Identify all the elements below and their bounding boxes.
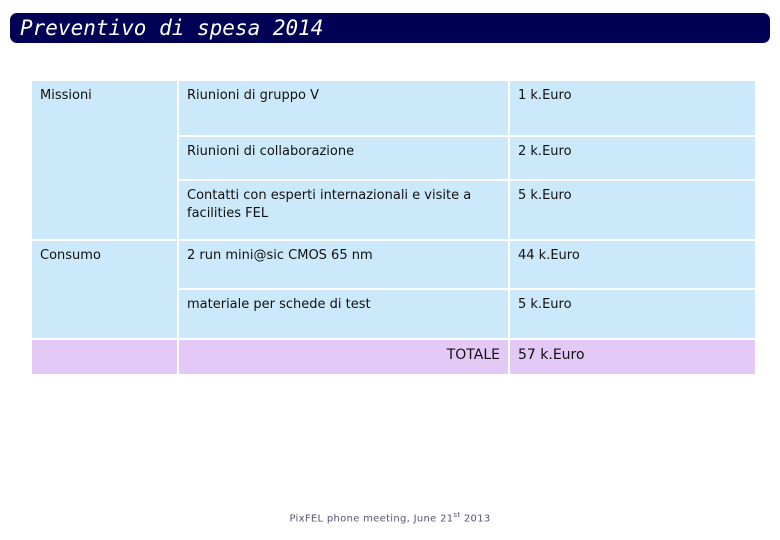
total-amount: 57 k.Euro: [509, 339, 756, 375]
footer-text: PixFEL phone meeting, June 21: [289, 513, 454, 525]
table-row: [31, 80, 756, 136]
amount-cell: 2 k.Euro: [509, 136, 756, 180]
table-row: [31, 240, 756, 289]
budget-table: [30, 79, 757, 376]
amount-cell: 1 k.Euro: [509, 80, 756, 136]
category-cell-consumo: Consumo: [31, 240, 178, 339]
total-label: TOTALE: [178, 339, 509, 375]
footer-superscript: st: [453, 511, 461, 519]
item-cell: Riunioni di collaborazione: [178, 136, 509, 180]
amount-cell: 44 k.Euro: [509, 240, 756, 289]
amount-cell: 5 k.Euro: [509, 180, 756, 240]
total-empty-cell: [31, 339, 178, 375]
item-cell: Riunioni di gruppo V: [178, 80, 509, 136]
item-cell: 2 run mini@sic CMOS 65 nm: [178, 240, 509, 289]
item-cell: Contatti con esperti internazionali e visite a facilities FEL: [178, 180, 509, 240]
slide-title: Preventivo di spesa 2014: [20, 16, 324, 40]
footer: [0, 511, 780, 524]
footer-year: 2013: [460, 513, 491, 525]
item-cell: materiale per schede di test: [178, 289, 509, 339]
total-row: [31, 339, 756, 375]
title-bar: [10, 13, 770, 43]
amount-cell: 5 k.Euro: [509, 289, 756, 339]
category-cell-missioni: Missioni: [31, 80, 178, 240]
